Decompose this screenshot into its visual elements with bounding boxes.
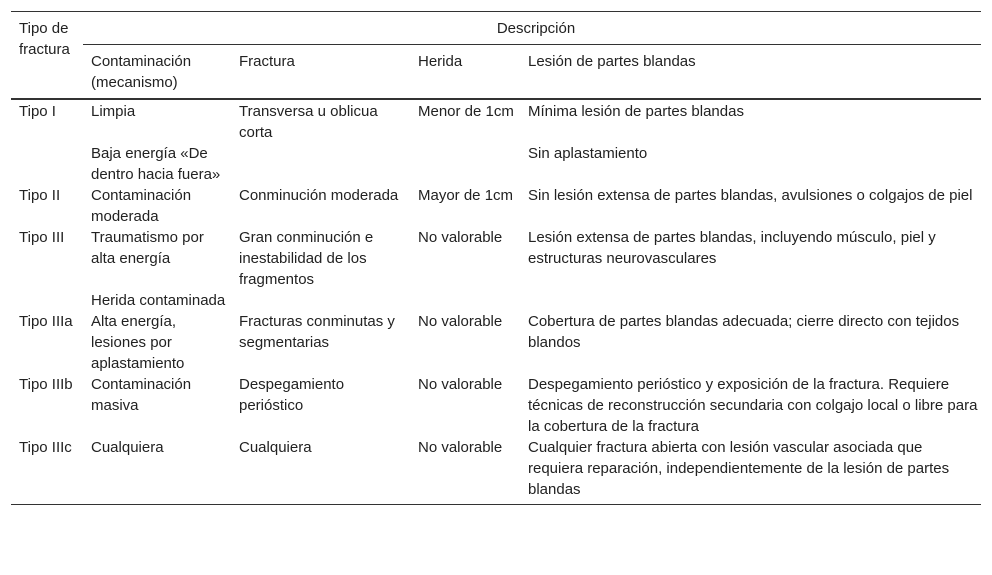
cell-fractura: Cualquiera [231,437,410,505]
cell-tipo: Tipo IIIa [19,313,73,330]
table-row [11,437,981,505]
header-lesion: Lesión de partes blandas [520,45,981,100]
header-descripcion: Descripción [83,12,981,45]
cell-tipo: Tipo I [19,103,56,120]
table-body [11,99,981,505]
table-row [11,227,981,290]
cell-lesion: Cualquier fractura abierta con lesión vascular asociada que requiera reparación, independientemente de la lesión de partes blandas [520,437,981,505]
cell-contaminacion: Contaminación masiva [91,376,192,414]
table-row [11,185,981,227]
table-row [11,290,981,311]
table-row [11,311,981,374]
table-row [11,99,981,143]
cell-lesion: Mínima lesión de partes blandas [528,103,744,120]
cell-herida: No valorable [418,313,503,330]
header-herida: Herida [410,45,520,100]
cell-lesion: Sin lesión extensa de partes blandas, avulsiones o colgajos de piel [528,187,973,204]
fracture-classification-table [11,11,981,505]
cell-lesion [520,290,981,311]
table-row [11,143,981,185]
cell-contaminacion: Limpia [91,103,136,120]
cell-fractura: Conminución moderada [239,187,399,204]
cell-fractura: Transversa u oblicua corta [239,103,378,141]
cell-herida [410,143,520,185]
header-tipo-fractura: Tipo de fractura [11,12,83,100]
cell-herida: No valorable [418,229,503,246]
header-row-sub [11,45,981,100]
cell-contaminacion: Contaminación moderada [91,187,192,225]
cell-tipo: Tipo II [19,187,61,204]
cell-contaminacion: Cualquiera [83,437,231,505]
cell-fractura: Despegamiento perióstico [239,376,345,414]
table-header [11,12,981,100]
cell-lesion: Lesión extensa de partes blandas, incluyendo músculo, piel y estructuras neurovasculares [528,229,936,267]
cell-tipo: Tipo III [19,229,65,246]
header-fractura: Fractura [231,45,410,100]
cell-herida: No valorable [418,376,503,393]
cell-fractura [231,290,410,311]
cell-contaminacion: Traumatismo por alta energía [91,229,204,267]
cell-fractura: Gran conminución e inestabilidad de los fragmentos [239,229,374,288]
header-contaminacion: Contaminación (mecanismo) [83,45,231,100]
cell-herida [410,290,520,311]
cell-herida: Mayor de 1cm [418,187,514,204]
cell-fractura [231,143,410,185]
table-row [11,374,981,437]
cell-fractura: Fracturas conminutas y segmentarias [239,313,395,351]
cell-tipo [11,290,83,311]
cell-lesion: Despegamiento perióstico y exposición de la fractura. Requiere técnicas de reconstrucción secundaria con colgajo local o libre para la cobertura de la fractura [528,376,978,435]
cell-tipo [11,143,83,185]
cell-contaminacion: Herida contaminada [91,292,226,309]
cell-herida: Menor de 1cm [418,103,514,120]
cell-contaminacion: Alta energía, lesiones por aplastamiento [91,313,185,372]
cell-tipo: Tipo IIIc [11,437,83,505]
cell-contaminacion: Baja energía «De dentro hacia fuera» [91,145,221,183]
cell-tipo: Tipo IIIb [19,376,73,393]
cell-lesion: Cobertura de partes blandas adecuada; cierre directo con tejidos blandos [528,313,960,351]
cell-lesion: Sin aplastamiento [528,145,648,162]
cell-herida: No valorable [410,437,520,505]
header-row-top [11,12,981,45]
